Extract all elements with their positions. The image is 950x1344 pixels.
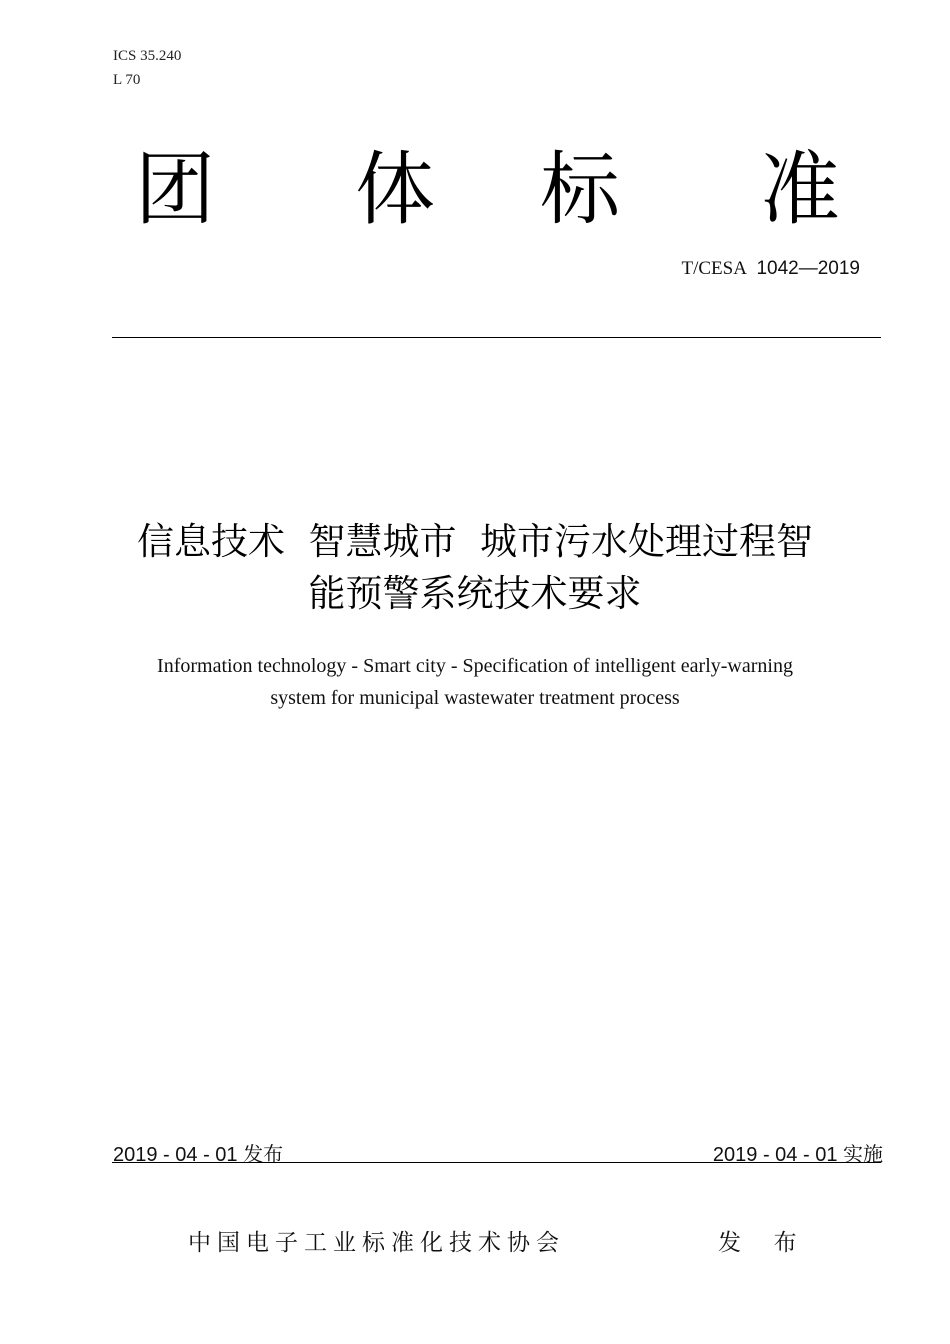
- standard-number-prefix: T/CESA: [681, 258, 747, 279]
- title-english: [60, 650, 890, 714]
- title-chinese-line-2: 能预警系统技术要求: [308, 572, 642, 615]
- implement-label: 实施: [843, 1142, 883, 1166]
- ccs-code: L 70: [113, 72, 141, 88]
- ics-code: ICS 35.240: [113, 48, 182, 64]
- standard-type-char-2: 体: [355, 143, 435, 236]
- issuer-name: 中国电子工业标准化技术协会: [188, 1230, 565, 1256]
- title-chinese-line-1: 信息技术 智慧城市 城市污水处理过程智: [136, 520, 814, 563]
- standard-type-char-1: 团: [135, 143, 215, 236]
- title-english-line-1: Information technology - Smart city - Specification of intelligent early-warning: [157, 655, 793, 677]
- publish-date-value: 2019 - 04 - 01: [113, 1144, 238, 1166]
- standard-number-value: 1042—2019: [756, 258, 860, 279]
- title-english-line-2: system for municipal wastewater treatment process: [270, 687, 680, 709]
- implement-date-value: 2019 - 04 - 01: [712, 1144, 838, 1166]
- standard-type-char-3: 标: [540, 143, 620, 236]
- issuer-action: 发 布: [718, 1230, 803, 1256]
- header-rule: [112, 337, 881, 338]
- publish-label: 发布: [243, 1142, 284, 1166]
- title-chinese: [60, 516, 890, 620]
- footer-rule: [112, 1162, 881, 1163]
- standard-number: [682, 258, 861, 280]
- standard-type-char-4: 准: [760, 143, 840, 236]
